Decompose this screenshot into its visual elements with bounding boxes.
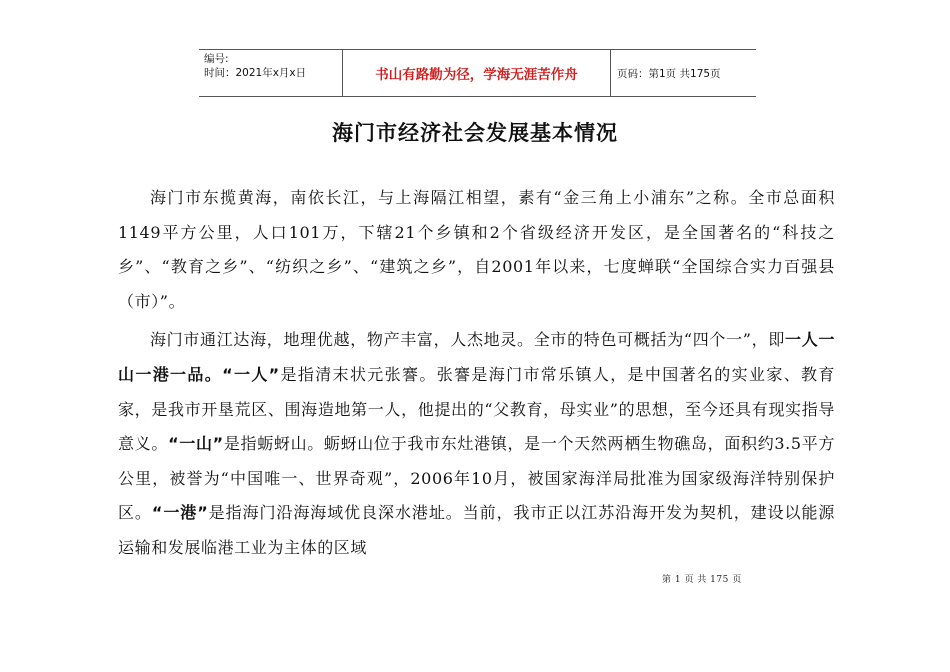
paragraph-2-text-2: 是指清末状元张謇。张謇是海门市常乐镇人，是中国著名的实业家、教育家，是我市开垦荒区、围海造地第一人，他提出的“父教育，母实业”的思想，至今还具有现实指导意义。 bbox=[118, 364, 835, 454]
paragraph-2 bbox=[118, 323, 835, 565]
document-header bbox=[199, 49, 756, 97]
one-port-emphasis: “一港” bbox=[151, 503, 209, 523]
paragraph-2-text-1: 海门市通江达海，地理优越，物产丰富，人杰地灵。全市的特色可概括为“四个一”，即 bbox=[150, 330, 786, 350]
one-mountain-emphasis: “一山” bbox=[168, 434, 224, 454]
document-body bbox=[118, 181, 835, 570]
serial-number-label: 编号: bbox=[204, 53, 229, 65]
page-footer: 第 1 页 共 175 页 bbox=[662, 575, 742, 585]
four-ones-emphasis: 一人一山一港一品。“一人” bbox=[118, 330, 835, 384]
header-meta bbox=[199, 50, 342, 96]
paragraph-1: 海门市东揽黄海，南依长江，与上海隔江相望，素有“金三角上小浦东”之称。全市总面积1149平方公里，人口101万，下辖21个乡镇和2个省级经济开发区，是全国著名的“科技之乡”、“教育之乡”、“纺织之乡”、“建筑之乡”，自2001年以来，七度蝉联“全国综合实力百强县（市）”。 bbox=[118, 188, 835, 311]
document-title: 海门市经济社会发展基本情况 bbox=[332, 121, 618, 145]
paragraph-2-text-4: 是指海门沿海海域优良深水港址。当前，我市正以江苏沿海开发为契机，建设以能源运输和发展临港工业为主体的区域 bbox=[118, 503, 835, 557]
header-motto: 书山有路勤为径，学海无涯苦作舟 bbox=[342, 50, 611, 96]
paragraph-2-text-3: 是指蛎蚜山。蛎蚜山位于我市东灶港镇，是一个天然两栖生物礁岛，面积约3.5平方公里，被誉为“中国唯一、世界奇观”，2006年10月，被国家海洋局批准为国家级海洋特别保护区。 bbox=[118, 434, 835, 523]
header-page-code: 页码：第1页 共175页 bbox=[617, 67, 721, 80]
date-label: 时间：2021年x月x日 bbox=[204, 67, 307, 79]
